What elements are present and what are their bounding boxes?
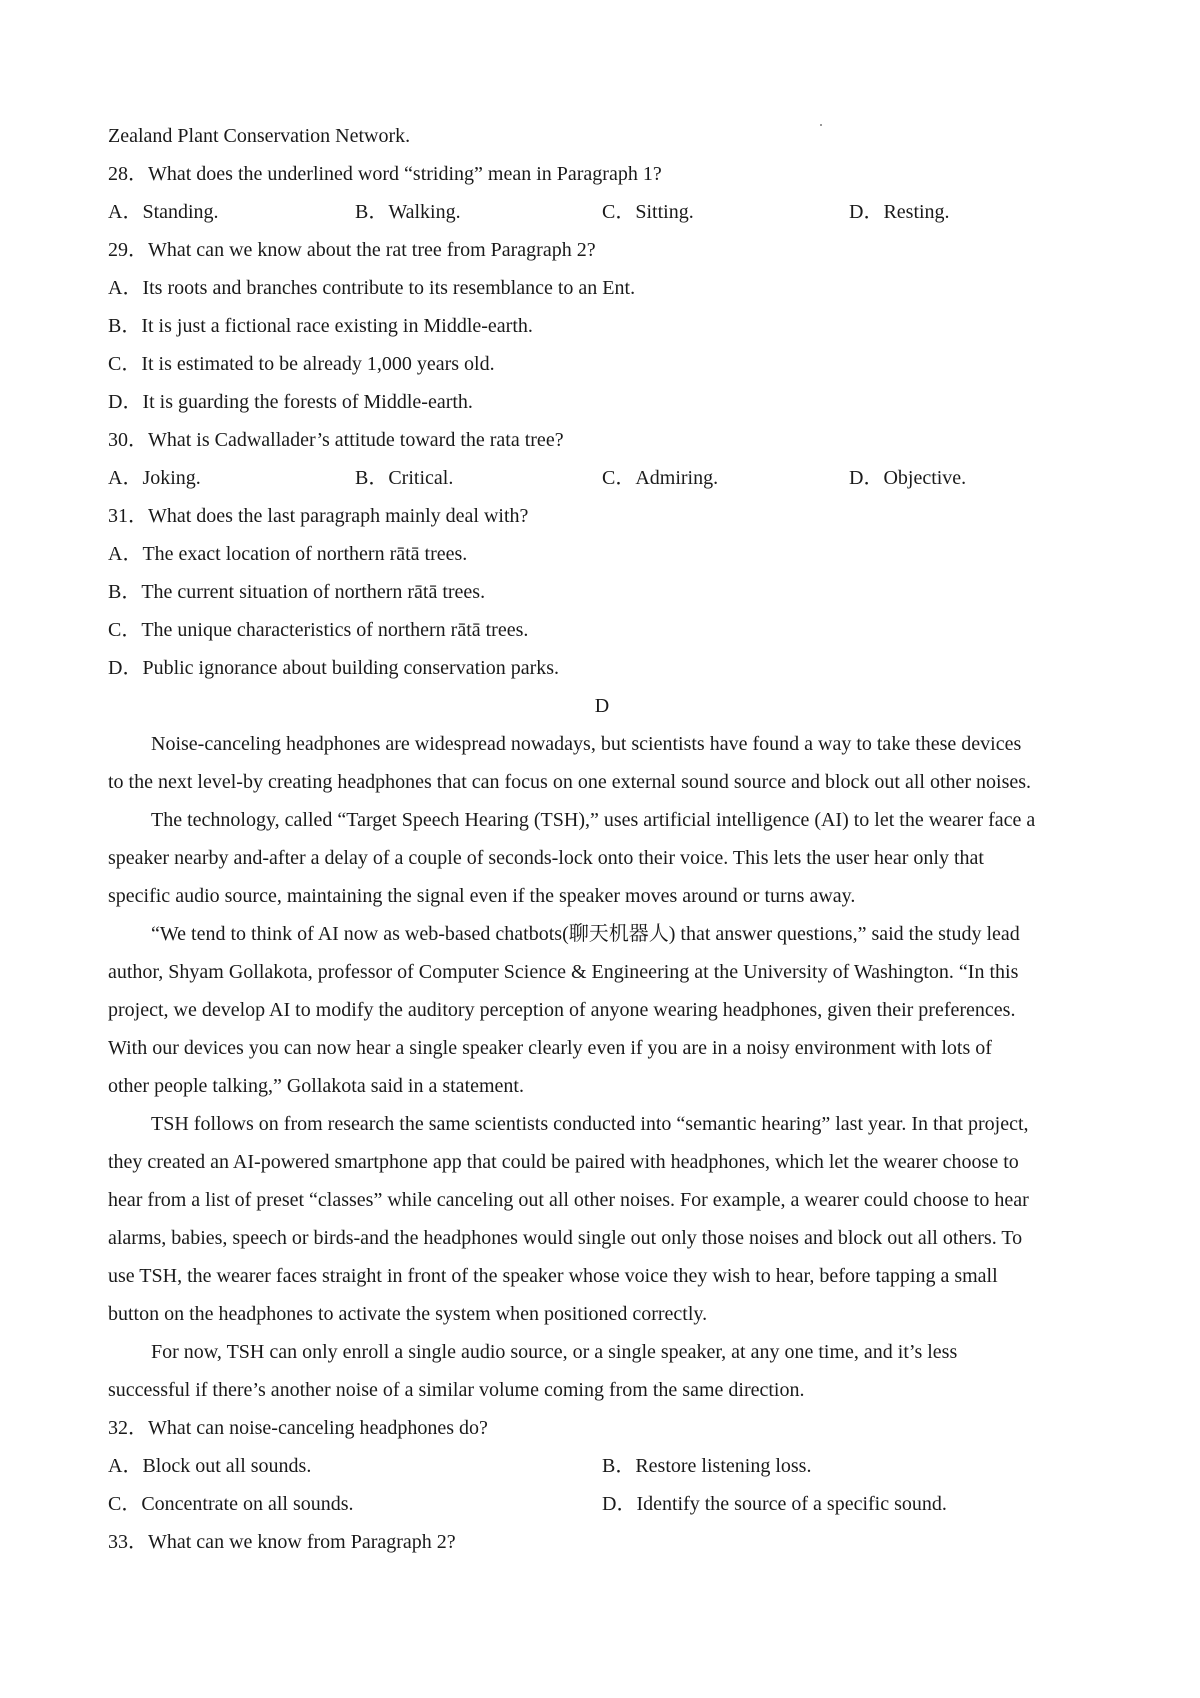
paragraph-line: The technology, called “Target Speech Hearing (TSH),” uses artificial intelligence (AI) to let the wearer face a [151,809,1036,831]
paragraph-line: hear from a list of preset “classes” while canceling out all other noises. For example, a wearer could choose to hear [108,1189,1029,1211]
paragraph-line: speaker nearby and-after a delay of a couple of seconds-lock onto their voice. This lets the user hear only that [108,847,984,869]
exam-page [108,117,1096,1561]
q32-option-a: A．Block out all sounds. [108,1455,312,1477]
question-32-stem: 32．What can noise-canceling headphones do? [108,1417,488,1439]
q32-option-b: B．Restore listening loss. [602,1455,812,1477]
section-d-paragraph-5 [108,1333,1096,1409]
intro-tail-text: Zealand Plant Conservation Network. [108,125,411,147]
q32-option-c: C．Concentrate on all sounds. [108,1493,354,1515]
paragraph-line: “We tend to think of AI now as web-based chatbots(聊天机器人) that answer questions,” said the study lead [151,923,1020,945]
section-d-paragraph-1 [108,725,1096,801]
q28-option-d: D．Resting. [849,201,950,223]
paragraph-line: alarms, babies, speech or birds-and the headphones would single out only those noises and block out all others. To [108,1227,1023,1249]
section-d-paragraph-2 [108,801,1096,915]
q31-option-c: C．The unique characteristics of northern rātā trees. [108,619,529,641]
paragraph-line: button on the headphones to activate the system when positioned correctly. [108,1303,708,1325]
q28-option-a: A．Standing. [108,201,219,223]
q31-option-b: B．The current situation of northern rātā trees. [108,581,486,603]
question-31-stem: 31．What does the last paragraph mainly deal with? [108,505,529,527]
paragraph-line: project, we develop AI to modify the auditory perception of anyone wearing headphones, given their preferences. [108,999,1016,1021]
q30-option-c: C．Admiring. [602,467,719,489]
paragraph-line: successful if there’s another noise of a similar volume coming from the same direction. [108,1379,805,1401]
section-d-paragraph-4 [108,1105,1096,1333]
paragraph-line: author, Shyam Gollakota, professor of Computer Science & Engineering at the University of Washington. “In this [108,961,1019,983]
section-d-heading: D [594,695,610,717]
section-d-paragraph-3 [108,915,1096,1105]
question-32-options-row-1 [108,1447,1096,1485]
q29-option-c: C．It is estimated to be already 1,000 years old. [108,353,495,375]
question-29-stem: 29．What can we know about the rat tree from Paragraph 2? [108,239,596,261]
question-30-stem: 30．What is Cadwallader’s attitude toward the rata tree? [108,429,564,451]
paragraph-line: Noise-canceling headphones are widespread nowadays, but scientists have found a way to take these devices [151,733,1022,755]
q31-option-d: D．Public ignorance about building conservation parks. [108,657,560,679]
paragraph-line: With our devices you can now hear a single speaker clearly even if you are in a noisy environment with lots of [108,1037,992,1059]
question-28-stem: 28．What does the underlined word “striding” mean in Paragraph 1? [108,163,662,185]
question-33-stem: 33．What can we know from Paragraph 2? [108,1531,456,1553]
paragraph-line: TSH follows on from research the same scientists conducted into “semantic hearing” last year. In that project, [151,1113,1029,1135]
paragraph-line: For now, TSH can only enroll a single audio source, or a single speaker, at any one time, and it’s less [151,1341,958,1363]
q30-option-d: D．Objective. [849,467,967,489]
question-30-options [108,459,1096,497]
q28-option-c: C．Sitting. [602,201,694,223]
paragraph-line: specific audio source, maintaining the signal even if the speaker moves around or turns away. [108,885,856,907]
q31-option-a: A．The exact location of northern rātā trees. [108,543,468,565]
q30-option-b: B．Critical. [355,467,454,489]
question-28-options [108,193,1096,231]
question-32-options-row-2 [108,1485,1096,1523]
q29-option-b: B．It is just a fictional race existing in Middle-earth. [108,315,533,337]
q29-option-a: A．Its roots and branches contribute to its resemblance to an Ent. [108,277,636,299]
paragraph-line: other people talking,” Gollakota said in a statement. [108,1075,524,1097]
paragraph-line: use TSH, the wearer faces straight in front of the speaker whose voice they wish to hear, before tapping a small [108,1265,998,1287]
paragraph-line: to the next level-by creating headphones that can focus on one external sound source and block out all other noises. [108,771,1032,793]
paragraph-line: they created an AI-powered smartphone app that could be paired with headphones, which let the wearer choose to [108,1151,1019,1173]
q29-option-d: D．It is guarding the forests of Middle-earth. [108,391,473,413]
q28-option-b: B．Walking. [355,201,461,223]
q32-option-d: D．Identify the source of a specific sound. [602,1493,947,1515]
q30-option-a: A．Joking. [108,467,201,489]
